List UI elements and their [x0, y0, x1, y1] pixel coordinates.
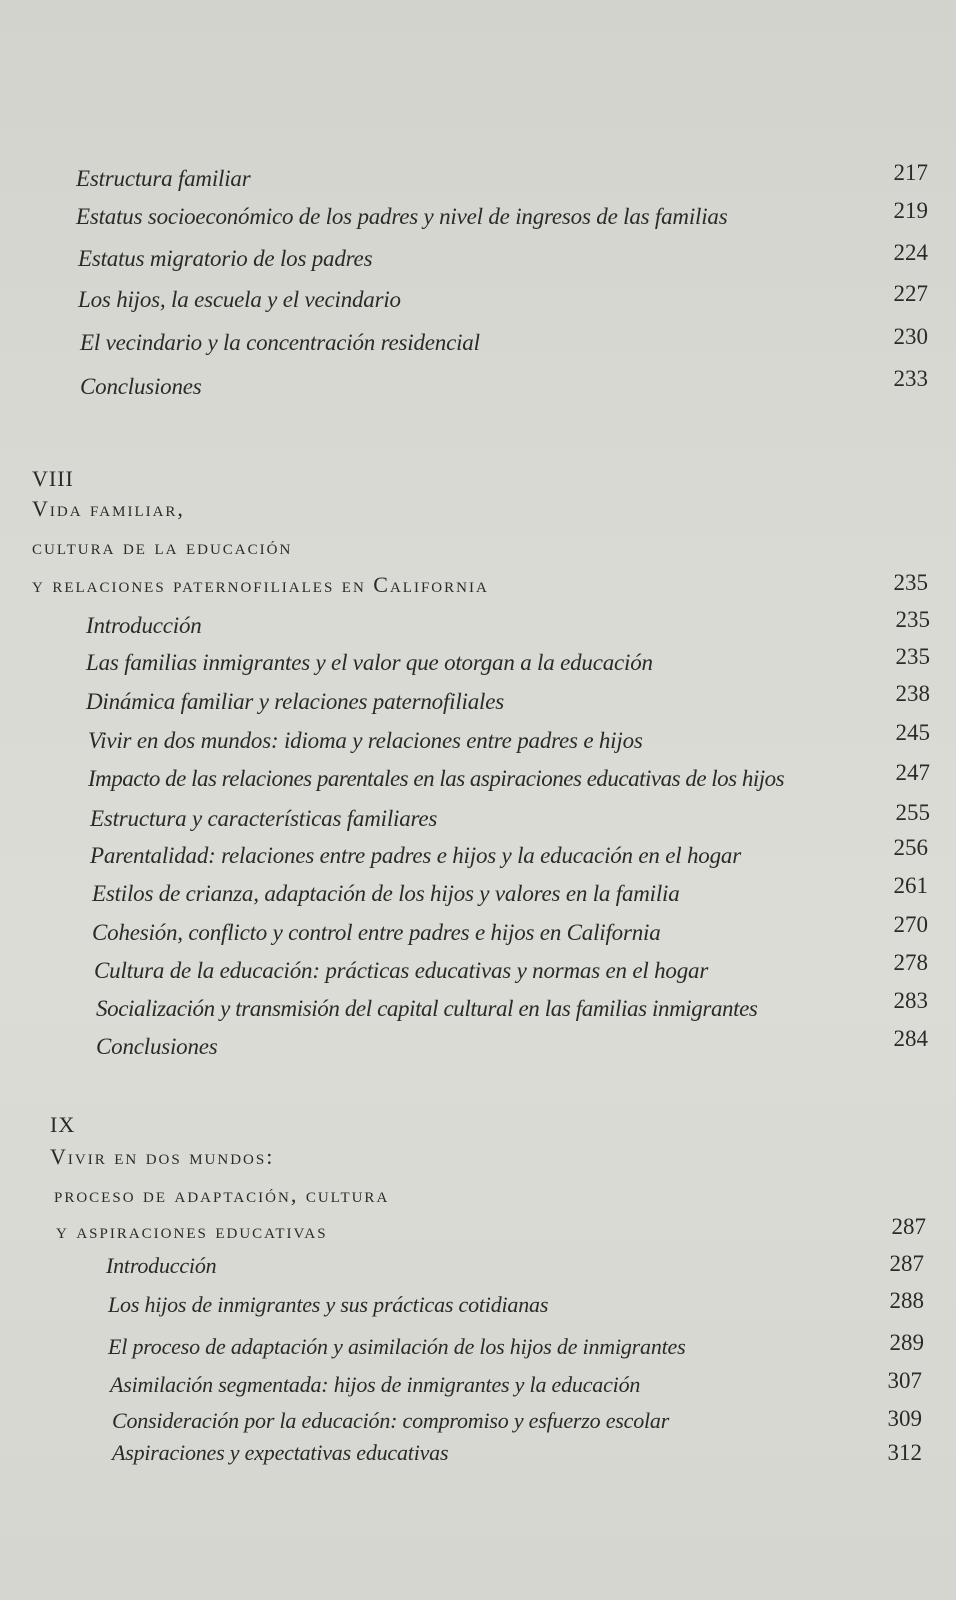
- toc-entry-page: 247: [895, 760, 930, 785]
- toc-entry-page: 284: [893, 1026, 928, 1051]
- toc-entry-page: 256: [893, 835, 928, 860]
- toc-entry: [0, 950, 956, 990]
- toc-entry-title: Dinámica familiar y relaciones paternofiliales: [86, 689, 504, 714]
- toc-entry-title: El proceso de adaptación y asimilación de los hijos de inmigrantes: [108, 1334, 686, 1359]
- toc-entry-page: 227: [893, 281, 928, 306]
- toc-entry-title: Los hijos de inmigrantes y sus prácticas cotidianas: [108, 1292, 549, 1317]
- toc-entry: [0, 1408, 956, 1440]
- toc-entry-title: Los hijos, la escuela y el vecindario: [78, 287, 401, 312]
- toc-entry-title: Impacto de las relaciones parentales en las aspiraciones educativas de los hijos: [88, 766, 785, 791]
- toc-entry: [0, 760, 956, 798]
- chapter-number: IX: [50, 1112, 76, 1137]
- toc-entry-title: Las familias inmigrantes y el valor que otorgan a la educación: [86, 650, 653, 675]
- toc-entry-title: Parentalidad: relaciones entre padres e hijos y la educación en el hogar: [90, 843, 741, 868]
- toc-entry: [0, 988, 956, 1028]
- chapter-page: 287: [891, 1214, 926, 1239]
- toc-entry: [0, 1440, 956, 1472]
- toc-entry-title: Estructura familiar: [76, 166, 251, 191]
- toc-entry-title: El vecindario y la concentración residencial: [80, 330, 480, 355]
- toc-entry-page: 255: [895, 800, 930, 825]
- toc-entry-page: 224: [893, 240, 928, 265]
- toc-entry: [0, 681, 956, 721]
- toc-entry: [0, 720, 956, 760]
- toc-entry: [0, 835, 956, 875]
- chapter-title-line: y aspiraciones educativas: [56, 1218, 328, 1243]
- toc-entry: [0, 366, 956, 406]
- toc-entry: [0, 281, 956, 319]
- toc-entry: [0, 240, 956, 278]
- toc-entry-title: Cohesión, conflicto y control entre padres e hijos en California: [92, 920, 661, 945]
- toc-entry-page: 230: [893, 324, 928, 349]
- toc-entry-title: Cultura de la educación: prácticas educativas y normas en el hogar: [94, 958, 709, 983]
- toc-entry-page: 278: [893, 950, 928, 975]
- toc-entry: [0, 800, 956, 838]
- toc-entry-page: 219: [893, 198, 928, 223]
- toc-entry-title: Aspiraciones y expectativas educativas: [112, 1440, 449, 1465]
- toc-entry: [0, 873, 956, 913]
- toc-entry-page: 287: [889, 1251, 924, 1276]
- toc-entry-title: Introducción: [106, 1253, 217, 1278]
- toc-entry-page: 233: [893, 366, 928, 391]
- toc-entry: [0, 644, 956, 682]
- toc-entry-title: Introducción: [86, 613, 202, 638]
- toc-entry-page: 245: [895, 720, 930, 745]
- toc-entry-page: 235: [895, 607, 930, 632]
- chapter-number: VIII: [32, 466, 74, 491]
- toc-entry-page: 238: [895, 681, 930, 706]
- toc-entry-page: 270: [893, 912, 928, 937]
- toc-entry-title: Conclusiones: [80, 374, 202, 399]
- toc-entry: [0, 198, 956, 236]
- toc-entry-title: Socialización y transmisión del capital cultural en las familias inmigrantes: [96, 996, 758, 1021]
- toc-entry-title: Conclusiones: [96, 1034, 218, 1059]
- chapter-title-line: Vida familiar,: [32, 496, 185, 521]
- toc-entry-page: 235: [895, 644, 930, 669]
- chapter-title-line: cultura de la educación: [32, 534, 293, 559]
- chapter-title-line: Vivir en dos mundos:: [50, 1144, 275, 1169]
- toc-entry-title: Estatus socioeconómico de los padres y nivel de ingresos de las familias: [76, 204, 728, 229]
- toc-entry-page: 307: [887, 1368, 922, 1393]
- toc-entry-page: 312: [887, 1440, 922, 1465]
- toc-entry-page: 289: [889, 1330, 924, 1355]
- toc-entry-page: 261: [893, 873, 928, 898]
- toc-entry: [0, 324, 956, 362]
- chapter-page: 235: [893, 570, 928, 595]
- toc-entry: [0, 1368, 956, 1404]
- toc-entry-page: 309: [887, 1406, 922, 1431]
- toc-entry-title: Estructura y características familiares: [90, 806, 438, 831]
- toc-entry-title: Vivir en dos mundos: idioma y relaciones entre padres e hijos: [88, 728, 643, 753]
- toc-entry-title: Consideración por la educación: compromiso y esfuerzo escolar: [112, 1408, 670, 1433]
- toc-entry: [0, 912, 956, 952]
- toc-entry-page: 217: [893, 160, 928, 185]
- toc-entry-title: Estatus migratorio de los padres: [78, 246, 373, 271]
- toc-entry: [0, 1026, 956, 1066]
- chapter-title-line: y relaciones paternofiliales en California: [32, 572, 489, 597]
- toc-entry: [0, 607, 956, 645]
- chapter-title-line: proceso de adaptación, cultura: [54, 1182, 390, 1207]
- toc-entry: [0, 1253, 956, 1285]
- toc-entry: [0, 1330, 956, 1366]
- toc-entry: [0, 160, 956, 198]
- toc-entry-title: Asimilación segmentada: hijos de inmigrantes y la educación: [110, 1372, 641, 1397]
- toc-entry-title: Estilos de crianza, adaptación de los hijos y valores en la familia: [92, 881, 680, 906]
- toc-entry-page: 288: [889, 1288, 924, 1313]
- toc-entry: [0, 1288, 956, 1324]
- toc-entry-page: 283: [893, 988, 928, 1013]
